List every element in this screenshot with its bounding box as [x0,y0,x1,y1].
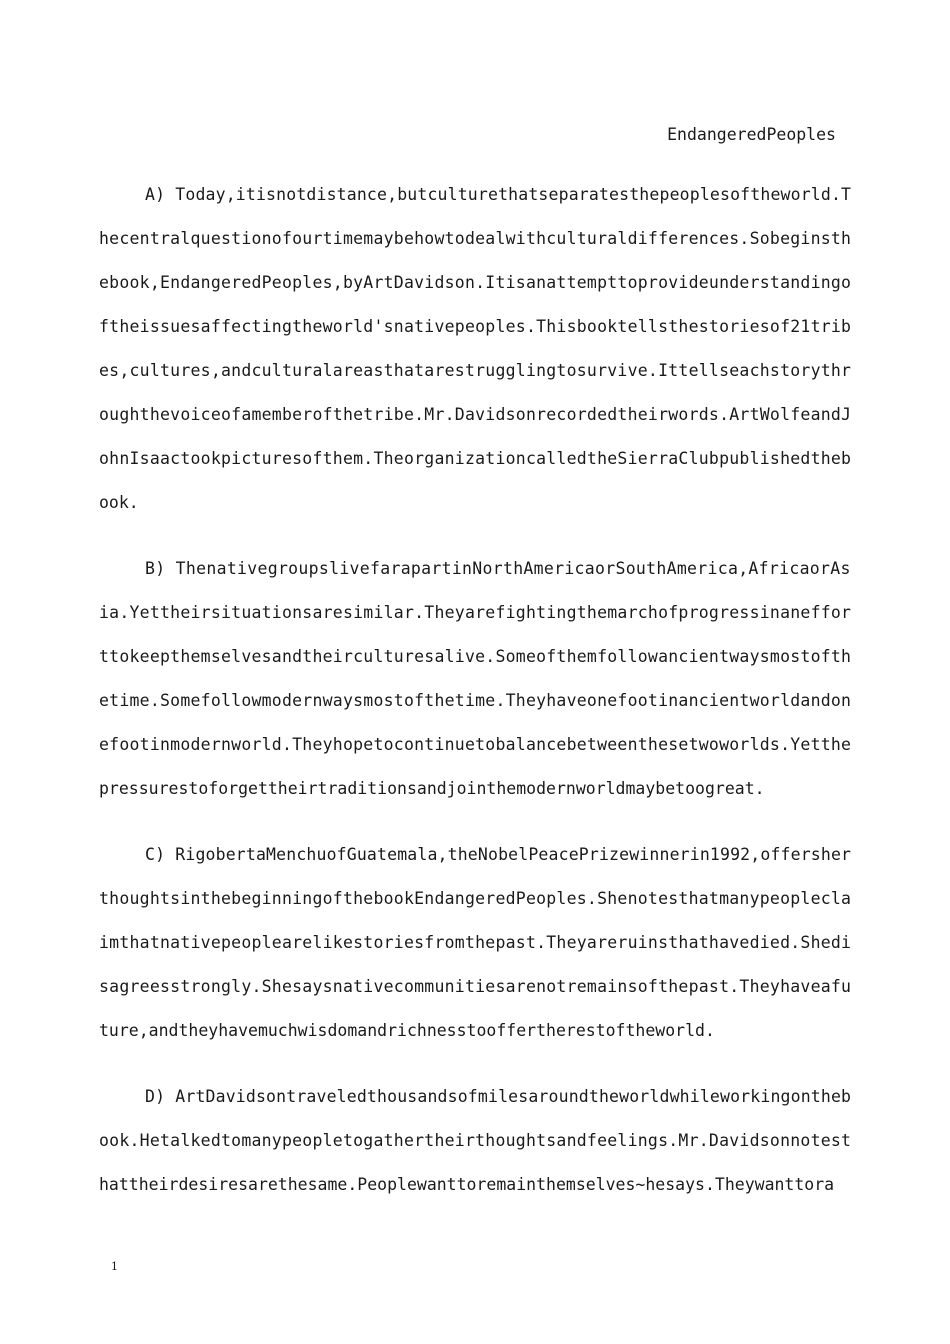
paragraph-line: es,cultures,andculturalareasthatarestrugglingtosurvive.Ittellseachstorythr [99,361,852,380]
paragraph-line: thoughtsinthebeginningofthebookEndangeredPeoples.Shenotesthatmanypeoplecla [99,889,852,908]
paragraph-line: etime.Somefollowmodernwaysmostofthetime.Theyhaveonefootinancientworldandon [99,691,852,710]
paragraph-line: A) Today,itisnotdistance,butculturethatseparatesthepeoplesoftheworld.T [145,185,852,204]
paragraph-d [99,1086,859,1218]
paragraph-line: ia.Yettheirsituationsaresimilar.Theyarefightingthemarchofprogressinaneffor [99,603,852,622]
paragraph-line: hecentralquestionofourtimemaybehowtodealwithculturaldifferences.Sobeginsth [99,229,852,248]
paragraph-line: ook.Hetalkedtomanypeopletogathertheirthoughtsandfeelings.Mr.Davidsonnotest [99,1131,852,1150]
paragraph-line: ttokeepthemselvesandtheirculturesalive.Someofthemfollowancientwaysmostofth [99,647,852,666]
paragraph-line: B) ThenativegroupslivefarapartinNorthAmericaorSouthAmerica,AfricaorAs [145,559,851,578]
page-number: 1 [111,1260,118,1273]
paragraph-line: C) RigobertaMenchuofGuatemala,theNobelPeacePrizewinnerin1992,offersher [145,845,852,864]
paragraph-line: hattheirdesiresarethesame.Peoplewanttoremainthemselves~hesays.Theywanttora [99,1175,835,1194]
paragraph-line: ebook,EndangeredPeoples,byArtDavidson.Itisanattempttoprovideunderstandingo [99,273,852,292]
paragraph-line: ook. [99,493,139,512]
paragraph-b [99,558,859,822]
paragraph-a [99,184,859,536]
document-title: EndangeredPeoples [667,125,836,144]
paragraph-c [99,844,859,1064]
paragraph-line: ture,andtheyhavemuchwisdomandrichnesstooffertherestoftheworld. [99,1021,715,1040]
paragraph-line: sagreesstrongly.Shesaysnativecommunitiesarenotremainsofthepast.Theyhaveafu [99,977,852,996]
paragraph-line: ftheissuesaffectingtheworld'snativepeoples.Thisbooktellsthestoriesof21trib [99,317,852,336]
paragraph-line: imthatnativepeoplearelikestoriesfromthepast.Theyareruinsthathavedied.Shedi [99,933,852,952]
paragraph-line: pressurestoforgettheirtraditionsandjointhemodernworldmaybetoogreat. [99,779,765,798]
paragraph-line: oughthevoiceofamemberofthetribe.Mr.Davidsonrecordedtheirwords.ArtWolfeandJ [99,405,852,424]
paragraph-line: efootinmodernworld.Theyhopetocontinuetobalancebetweenthesetwoworlds.Yetthe [99,735,852,754]
paragraph-line: D) ArtDavidsontraveledthousandsofmilesaroundtheworldwhileworkingontheb [145,1087,852,1106]
paragraph-line: ohnIsaactookpicturesofthem.TheorganizationcalledtheSierraClubpublishedtheb [99,449,852,468]
